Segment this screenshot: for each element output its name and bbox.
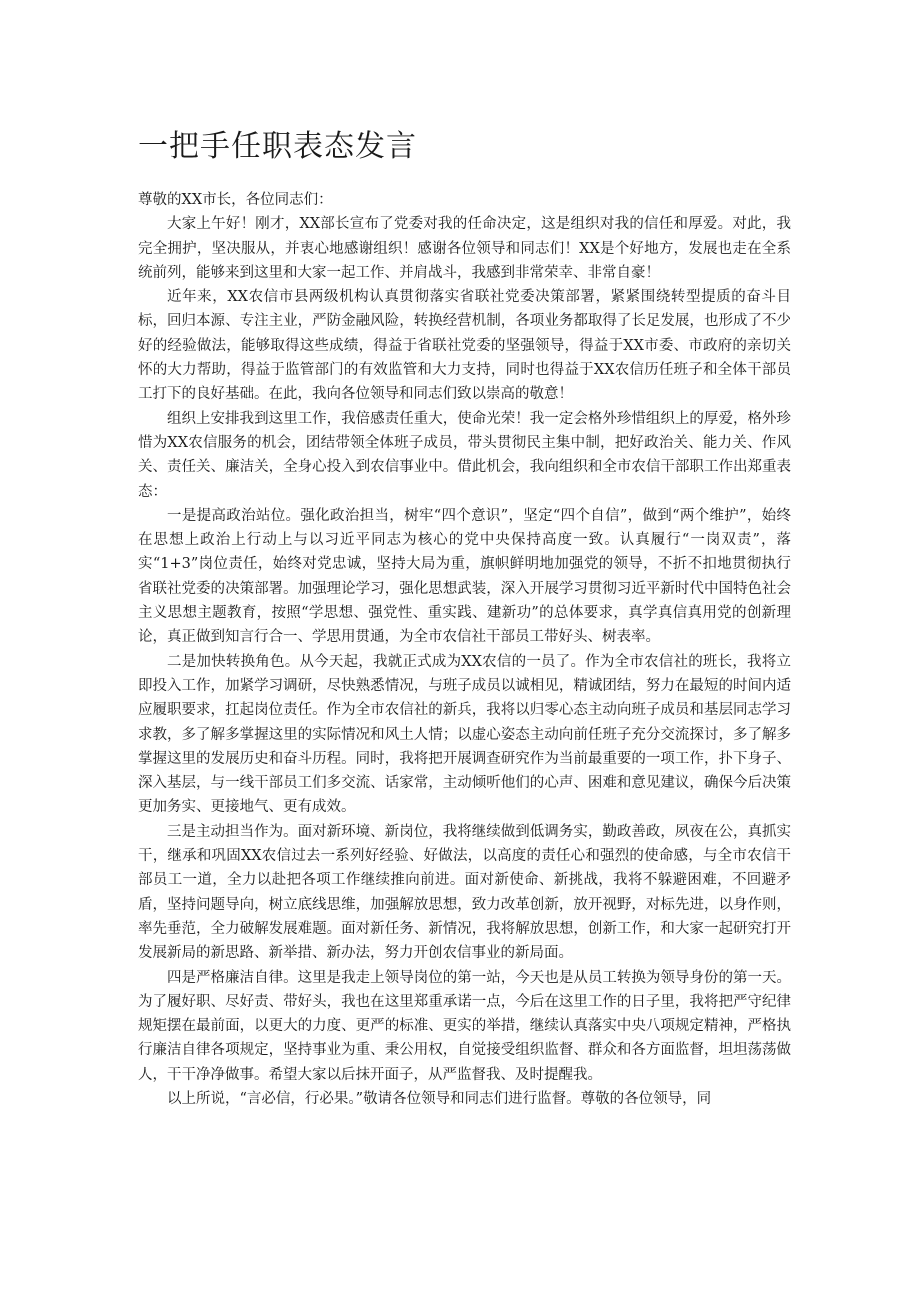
paragraph-point-two: 二是加快转换角色。从今天起，我就正式成为XX农信的一员了。作为全市农信社的班长，我将立即投入工作，加紧学习调研，尽快熟悉情况，与班子成员以诚相见，精诚团结，努力在最短的时间内适应履职要求，扛起岗位责任。作为全市农信社的新兵，我将以归零心态主动向班子成员和基层同志学习求教，多了解多掌握这里的实际情况和风土人情；以虚心姿态主动向前任班子充分交流探讨，多了解多掌握这里的发展历史和奋斗历程。同时，我将把开展调查研究作为当前最重要的一项工作，扑下身子、深入基层，与一线干部员工们多交流、话家常，主动倾听他们的心声、困难和意见建议，确保今后决策更加务实、更接地气、更有成效。: [138, 653, 791, 816]
paragraph-point-one: 一是提高政治站位。强化政治担当，树牢“四个意识”，坚定“四个自信”，做到“两个维护”，始终在思想上政治上行动上与以习近平同志为核心的党中央保持高度一致。认真履行“一岗双责”，落实“1+3”岗位责任，始终对党忠诚，坚持大局为重，旗帜鲜明地加强党的领导，不折不扣地贯彻执行省联社党委的决策部署。加强理论学习，强化思想武装，深入开展学习贯彻习近平新时代中国特色社会主义思想主题教育，按照“学思想、强党性、重实践、建新功”的总体要求，真学真信真用党的创新理论，真正做到知言行合一、学思用贯通，为全市农信社干部员工带好头、树表率。: [138, 507, 791, 646]
salutation: 尊敬的XX市长，各位同志们：: [138, 192, 333, 208]
paragraph-greeting: 大家上午好！刚才，XX部长宣布了党委对我的任命决定，这是组织对我的信任和厚爱。对此，我完全拥护，坚决服从，并衷心地感谢组织！感谢各位领导和同志们！XX是个好地方，发展也走在全系统前列，能够来到这里和大家一起工作、并肩战斗，我感到非常荣幸、非常自豪！: [138, 216, 791, 281]
paragraph-point-four: 四是严格廉洁自律。这里是我走上领导岗位的第一站，今天也是从员工转换为领导身份的第一天。为了履好职、尽好责、带好头，我也在这里郑重承诺一点，今后在这里工作的日子里，我将把严守纪律规矩摆在最前面，以更大的力度、更严的标准、更实的举措，继续认真落实中央八项规定精神，严格执行廉洁自律各项规定，坚持事业为重、秉公用权，自觉接受组织监督、群众和各方面监督，坦坦荡荡做人，干干净净做事。希望大家以后抹开面子，从严监督我、及时提醒我。: [138, 969, 791, 1083]
paragraph-responsibility: 组织上安排我到这里工作，我倍感责任重大，使命光荣！我一定会格外珍惜组织上的厚爱，格外珍惜为XX农信服务的机会，团结带领全体班子成员，带头贯彻民主集中制，把好政治关、能力关、作风关、责任关、廉洁关，全身心投入到农信事业中。借此机会，我向组织和全市农信干部职工作出郑重表态：: [138, 410, 791, 500]
paragraph-closing: 以上所说，“言必信，行必果。”敬请各位领导和同志们进行监督。尊敬的各位领导，同: [167, 1090, 712, 1107]
document-page: [138, 128, 791, 1111]
document-title: 一把手任职表态发言: [138, 129, 417, 164]
paragraph-point-three: 三是主动担当作为。面对新环境、新岗位，我将继续做到低调务实，勤政善政，夙夜在公，真抓实干，继承和巩固XX农信过去一系列好经验、好做法，以高度的责任心和强烈的使命感，与全市农信干部员工一道，全力以赴把各项工作继续推向前进。面对新使命、新挑战，我将不躲避困难，不回避矛盾，坚持问题导向，树立底线思维，加强解放思想，致力改革创新，放开视野，对标先进，以身作则，率先垂范，全力破解发展难题。面对新任务、新情况，我将解放思想，创新工作，和大家一起研究打开发展新局的新思路、新举措、新办法，努力开创农信事业的新局面。: [138, 823, 791, 962]
paragraph-achievements: 近年来，XX农信市县两级机构认真贯彻落实省联社党委决策部署，紧紧围绕转型提质的奋斗目标，回归本源、专注主业，严防金融风险，转换经营机制，各项业务都取得了长足发展，也形成了不少好的经验做法，能够取得这些成绩，得益于省联社党委的坚强领导，得益于XX市委、市政府的亲切关怀的大力帮助，得益于监管部门的有效监管和大力支持，同时也得益于XX农信历任班子和全体干部员工打下的良好基础。在此，我向各位领导和同志们致以崇高的敬意！: [138, 289, 791, 403]
